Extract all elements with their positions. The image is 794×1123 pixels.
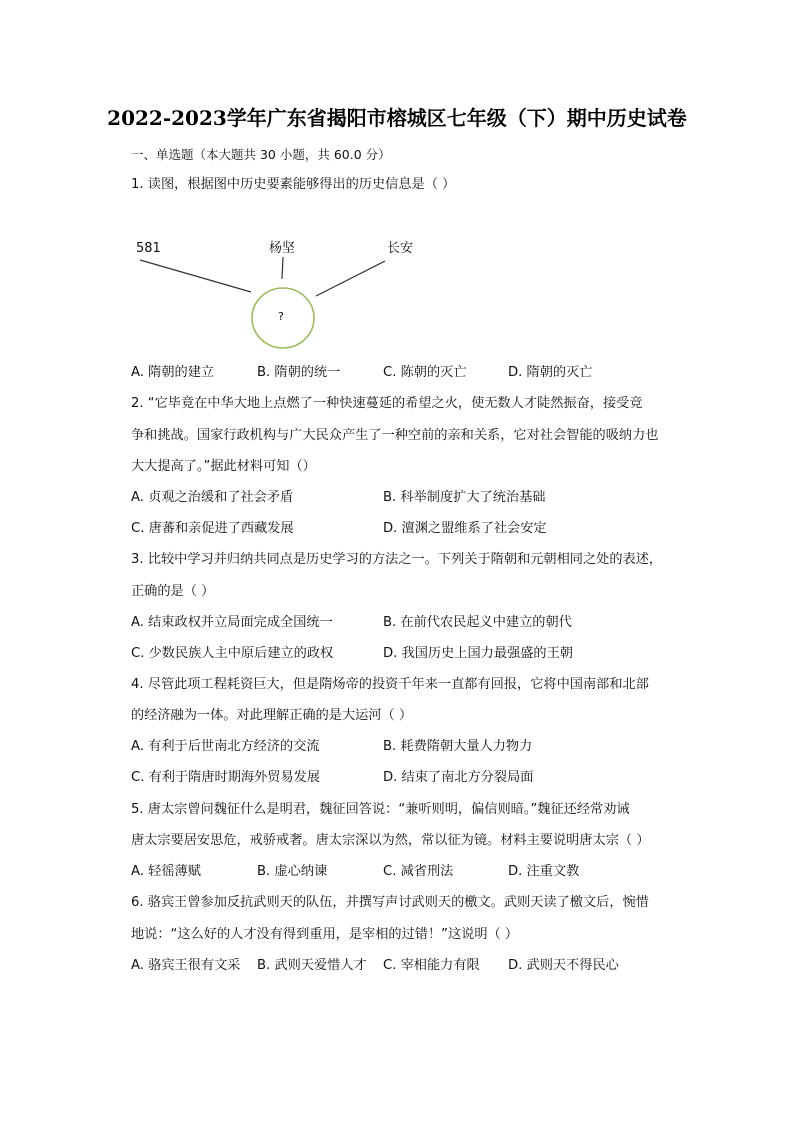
page-title: 2022-2023学年广东省揭阳市榕城区七年级（下）期中历史试卷 <box>107 106 687 130</box>
q6-option-c: C. 宰相能力有限 <box>383 958 480 973</box>
q6-option-d: D. 武则天不得民心 <box>508 958 619 973</box>
diagram-center-mark: ? <box>278 310 284 323</box>
q3-option-c: C. 少数民族人主中原后建立的政权 <box>131 646 334 661</box>
diagram-line-middle <box>282 257 283 279</box>
q1-option-d: D. 隋朝的灭亡 <box>508 365 593 380</box>
diagram-label-city: 长安 <box>387 241 414 256</box>
q6-option-a: A. 骆宾王很有文采 <box>131 958 241 973</box>
q2-option-a: A. 贞观之治缓和了社会矛盾 <box>131 490 294 505</box>
section-heading: 一、单选题（本大题共 30 小题，共 60.0 分） <box>131 147 391 162</box>
q5-line-1: 5. 唐太宗曾问魏征什么是明君，魏征回答说：“兼听则明，偏信则暗。”魏征还经常劝诫 <box>131 802 630 817</box>
q4-option-d: D. 结束了南北方分裂局面 <box>383 770 534 785</box>
q3-option-d: D. 我国历史上国力最强盛的王朝 <box>383 646 573 661</box>
q4-option-c: C. 有利于隋唐时期海外贸易发展 <box>131 770 321 785</box>
diagram-line-right <box>316 261 385 296</box>
q4-option-a: A. 有利于后世南北方经济的交流 <box>131 739 320 754</box>
q5-option-c: C. 减省刑法 <box>383 864 454 879</box>
q2-option-d: D. 澶渊之盟维系了社会安定 <box>383 521 547 536</box>
q4-option-b: B. 耗费隋朝大量人力物力 <box>383 739 533 754</box>
q1-diagram <box>0 0 794 360</box>
q2-option-c: C. 唐蕃和亲促进了西藏发展 <box>131 521 294 536</box>
diagram-label-year: 581 <box>136 241 161 256</box>
q3-line-2: 正确的是（ ） <box>131 584 215 599</box>
q1-option-b: B. 隋朝的统一 <box>257 365 341 380</box>
q2-option-b: B. 科举制度扩大了统治基础 <box>383 490 546 505</box>
q2-line-3: 大大提高了。”据此材料可知（） <box>131 459 316 474</box>
q6-option-b: B. 武则天爱惜人才 <box>257 958 367 973</box>
q2-line-1: 2. “它毕竟在中华大地上点燃了一种快速蔓延的希望之火，使无数人才陡然振奋，接受竞 <box>131 396 643 411</box>
q1-stem: 1. 读图，根据图中历史要素能够得出的历史信息是（ ） <box>131 177 456 192</box>
q3-option-a: A. 结束政权并立局面完成全国统一 <box>131 615 333 630</box>
q4-line-1: 4. 尽管此项工程耗资巨大，但是隋炀帝的投资千年来一直都有回报，它将中国南部和北部 <box>131 677 649 692</box>
q1-option-c: C. 陈朝的灭亡 <box>383 365 467 380</box>
q6-line-2: 地说：“这么好的人才没有得到重用，是宰相的过错！”这说明（ ） <box>131 927 519 942</box>
q1-option-a: A. 隋朝的建立 <box>131 365 215 380</box>
q6-line-1: 6. 骆宾王曾参加反抗武则天的队伍，并撰写声讨武则天的檄文。武则天读了檄文后，惋惜 <box>131 895 649 910</box>
q5-option-d: D. 注重文教 <box>508 864 580 879</box>
q3-line-1: 3. 比较中学习并归纳共同点是历史学习的方法之一。下列关于隋朝和元朝相同之处的表述， <box>131 552 663 567</box>
q5-line-2: 唐太宗要居安思危，戒骄戒奢。唐太宗深以为然，常以征为镜。材料主要说明唐太宗（ ） <box>131 833 650 848</box>
q2-line-2: 争和挑战。国家行政机构与广大民众产生了一种空前的亲和关系，它对社会智能的吸纳力也 <box>131 428 659 443</box>
diagram-line-left <box>140 260 251 292</box>
q3-option-b: B. 在前代农民起义中建立的朝代 <box>383 615 572 630</box>
q5-option-b: B. 虚心纳谏 <box>257 864 328 879</box>
q4-line-2: 的经济融为一体。对此理解正确的是大运河（ ） <box>131 708 413 723</box>
diagram-label-person: 杨坚 <box>269 241 296 256</box>
q5-option-a: A. 轻徭薄赋 <box>131 864 201 879</box>
